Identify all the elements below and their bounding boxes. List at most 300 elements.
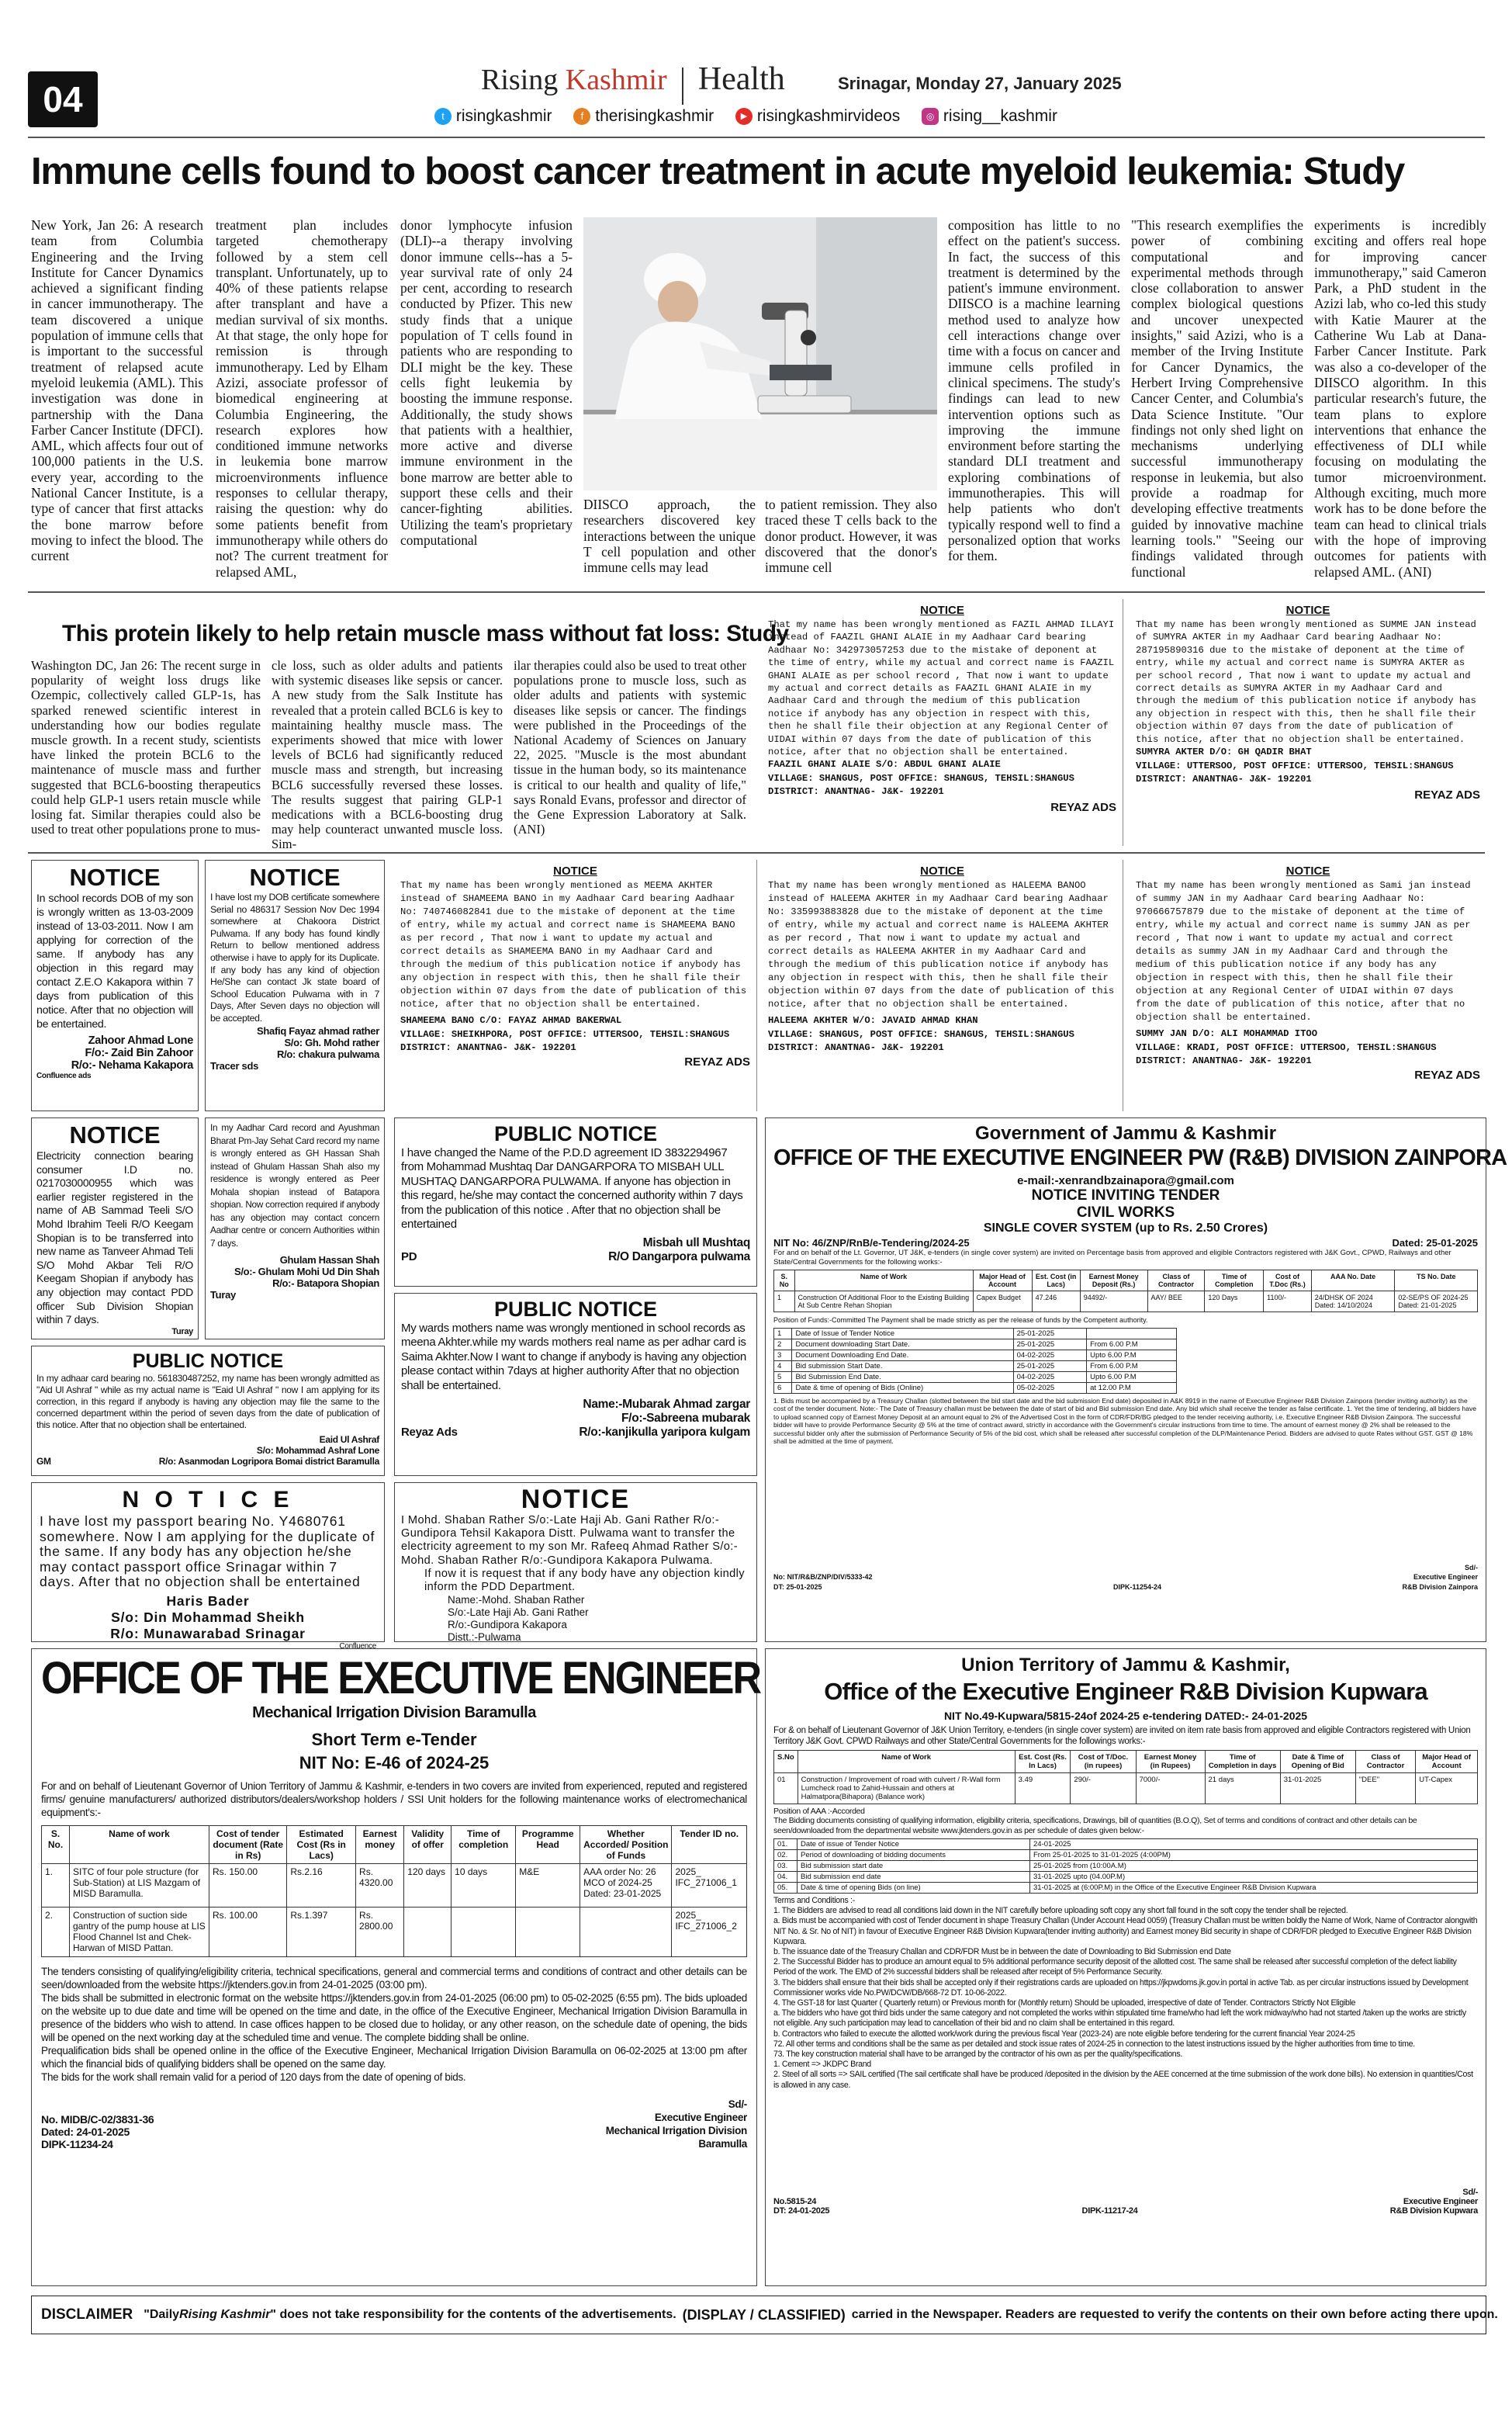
table-header: TS No. Date xyxy=(1395,1270,1478,1291)
table-cell: 25-01-2025 xyxy=(1013,1360,1087,1371)
notice-dob-correction xyxy=(31,860,199,1111)
tender-footer xyxy=(773,1563,1478,1592)
table-cell: Bid submission end date xyxy=(798,1872,1030,1883)
table-cell: 10 days xyxy=(452,1864,516,1908)
table-row xyxy=(774,1883,1478,1894)
table-cell: Rs. 150.00 xyxy=(209,1864,287,1908)
tender-sign: Sd/- Executive Engineer R&B Division Zainpora xyxy=(1402,1563,1478,1591)
table-cell: Rs. 4320.00 xyxy=(356,1864,404,1908)
tender-schedule-table xyxy=(773,1328,1177,1394)
instagram-icon: ◎ xyxy=(922,108,939,125)
notice-title: NOTICE xyxy=(1285,865,1330,878)
table-cell: 31-01-2025 upto (04.00P.M) xyxy=(1030,1872,1478,1883)
tender-footer xyxy=(41,2098,747,2150)
tender-nit: NIT No: E-46 of 2024-25 xyxy=(299,1753,490,1772)
table-cell: Document Downloading End Date. xyxy=(792,1350,1013,1360)
table-cell: 120 Days xyxy=(1205,1291,1264,1312)
tender-footer xyxy=(773,2188,1478,2216)
second-col-2: cle loss, such as older adults and patients with systemic diseases like sepsis or cancer. A new study from the Salk Institute has revealed that a protein called BCL6 is key to maintaining healthy muscle mass. The experiments showed that mice with lower levels of BCL6 had significantly reduced muscle mass and strength, but increasing BCL6 successfully reversed these losses. The results suggest that pairing GLP-1 medications with a BCL6-boosting drug may help counteract unwanted muscle loss. Sim- xyxy=(272,658,503,852)
second-col-3: ilar therapies could also be used to treat other populations prone to muscle loss, such as older adults and patients with systemic diseases like sepsis or cancer. The findings were published in the Proceedings of the National Academy of Sciences on January 22, 2025. "Muscle is the most abundant tissue in the human body, so its maintenance is critical to our health and quality of life," says Ronald Evans, professor and director of the Gene Expression Laboratory at Salk. (ANI) xyxy=(514,658,746,837)
notice-sumyra xyxy=(1130,599,1486,846)
notice-agency: Tracer sds xyxy=(210,1059,259,1072)
table-header: S. No xyxy=(774,1270,795,1291)
notice-sign-2: F/o:- Zaid Bin Zahoor xyxy=(85,1047,193,1059)
tender-kupwara xyxy=(765,1648,1486,2286)
disclaimer-label: DISCLAIMER xyxy=(41,2306,133,2323)
lead-col-5-under-photo: to patient remission. They also traced these T cells back to the donor product. However, it was discovered that the donor's immune cell xyxy=(765,497,937,576)
social-twitter[interactable]: risingkashmir xyxy=(455,107,552,125)
table-cell: 2025_ IFC_271006_1 xyxy=(672,1864,747,1908)
table-cell: 04-02-2025 xyxy=(1013,1371,1087,1382)
table-cell: From 25-01-2025 to 31-01-2025 (4:00PM) xyxy=(1030,1850,1478,1861)
table-cell: Rs.1.397 xyxy=(287,1908,356,1957)
table-cell: 2. xyxy=(42,1908,70,1957)
dateline: Srinagar, Monday 27, January 2025 xyxy=(838,74,1122,93)
table-cell: 120 days xyxy=(404,1864,452,1908)
tender-notice-type: NOTICE INVITING TENDER xyxy=(1031,1187,1220,1204)
notice-fazil xyxy=(762,599,1123,846)
youtube-icon: ▶ xyxy=(735,108,753,125)
page-number: 04 xyxy=(43,79,83,120)
notice-sign-3: R/o: Munawarabad Srinagar xyxy=(110,1625,306,1641)
notice-footer xyxy=(401,1250,750,1264)
tender-dt: DT: 25-01-2025 xyxy=(773,1582,822,1591)
notice-title: PUBLIC NOTICE xyxy=(493,1122,657,1145)
tender-term: a. The bidders who have got third bids under the same category and not completed the works within stipulated time frame/who had left the work midway/who had not started /taken up the works are strictly not eligible. Any such participation may lead to cancellation of their bid and no claim shall be entertained in this regard. xyxy=(773,2008,1466,2029)
notice-sign-3: R/o:- Nehama Kakapora xyxy=(71,1059,193,1072)
notice-body: I Mohd. Shaban Rather S/o:-Late Haji Ab. Gani Rather R/o:-Gundipora Tehsil Kakapora Distt. Pulwama want to transfer the electricity agreement to my son Mr. Rafeeq Ahmad Rather S/o:-Mohd. Shaban Rather R/o:-Gundipora Kakapora Pulwama. xyxy=(401,1514,739,1567)
table-cell: From 6.00 P.M xyxy=(1087,1339,1177,1350)
tender-nit-line xyxy=(773,1237,1478,1249)
notice-sign-1: HALEEMA AKHTER W/O: JAVAID AHMAD KHAN xyxy=(768,1015,978,1026)
notice-footer xyxy=(36,1456,379,1467)
table-header: Name of Work xyxy=(798,1751,1015,1773)
table-row xyxy=(774,1861,1478,1872)
notice-sign-2: VILLAGE: UTTERSOO, POST OFFICE: UTTERSOO, TEHSIL:SHANGUS xyxy=(1136,760,1454,771)
table-cell: Rs. 100.00 xyxy=(209,1908,287,1957)
table-cell: Bid submission start date xyxy=(798,1861,1030,1872)
table-cell: 04. xyxy=(774,1872,798,1883)
notice-sign-3: R/o: chakura pulwama xyxy=(277,1048,379,1060)
table-cell: 04-02-2025 xyxy=(1013,1350,1087,1360)
notice-sign-2: VILLAGE: KRADI, POST OFFICE: UTTERSOO, TEHSIL:SHANGUS xyxy=(1136,1041,1437,1053)
table-row xyxy=(774,1350,1177,1360)
table-cell: AAA order No: 26 MCO of 2024-25 Dated: 23-01-2025 xyxy=(580,1864,672,1908)
table-cell: Construction / Improvement of road with culvert / R-Wall form Lumcheck road to Zahid-Hussain and others at Halmatpora(Bihapora) (Balance work) xyxy=(798,1773,1015,1804)
scientist-microscope-image xyxy=(583,217,937,490)
table-header: Class of Contractor xyxy=(1355,1751,1415,1773)
tender-office: OFFICE OF THE EXECUTIVE ENGINEER xyxy=(41,1653,760,1704)
lead-col-1: New York, Jan 26: A research team from Columbia Engineering and the Irving Institute for Cancer Dynamics achieved a significant finding in cancer immunotherapy. The team discovered a unique population of immune cells that is important to the successful treatment of relapsed acute myeloid leukemia (AML). This investigation was done in partnership with the Dana Farber Cancer Institute (DFCI). AML, which affects four out of 100,000 patients in the U.S. every year, according to the National Cancer Institute, is a type of cancer that first attacks the bone marrow before moving to infect the blood. The current xyxy=(31,217,203,564)
notice-sign-1: SHAMEEMA BANO C/O: FAYAZ AHMAD BAKERWAL xyxy=(400,1015,622,1026)
notice-agency: GM xyxy=(36,1456,51,1467)
notice-body: I have changed the Name of the P.D.D agreement ID 3832294967 from Mohammad Mushtaq Dar DANGARPORA TO MISBAH ULL MUSHTAQ DANGARPORA PULWAMA. If anyone has objection in this regard, he/she may contact the concerned authority within 7 days from the publication of this notice . After that no objection shall be entertained xyxy=(401,1146,743,1232)
table-row xyxy=(774,1360,1177,1371)
notice-sign-1: SUMYRA AKTER D/O: GH QADIR BHAT xyxy=(1136,747,1312,758)
notice-sign-2: VILLAGE: SHANGUS, POST OFFICE: SHANGUS, TEHSIL:SHANGUS xyxy=(768,1028,1074,1040)
row2-rule xyxy=(28,852,1485,854)
notice-sign-1: Zahoor Ahmad Lone xyxy=(88,1034,193,1047)
table-cell: 5 xyxy=(774,1371,792,1382)
table-cell: 3.49 xyxy=(1015,1773,1071,1804)
disclaimer-text-e: carried in the Newspaper. Readers are requested to verify the contents on their own before acting there upon. xyxy=(851,2308,1498,2321)
tender-term: 73. The key construction material shall have to be arranged by the contractor of his own as per the quality/specifications. xyxy=(773,2050,1183,2060)
notice-agency: Reyaz Ads xyxy=(401,1426,458,1440)
table-cell: 1. xyxy=(42,1864,70,1908)
tender-works: CIVIL WORKS xyxy=(1076,1204,1175,1221)
tender-ref: No. MIDB/C-02/3831-36 xyxy=(41,2113,154,2126)
table-row xyxy=(42,1864,747,1908)
table-row xyxy=(774,1371,1177,1382)
notice-shameema xyxy=(394,860,757,1111)
notice-haleema xyxy=(762,860,1123,1111)
tender-term: 72. All other terms and conditions shall be the same as per detailed and stock issue rates of 2024-25 in connection to the latest instructions issued by the higher authorities from time to time. xyxy=(773,2039,1415,2049)
tender-bid-docs: The Bidding documents consisting of qualifying information, eligibility criteria, specifications, Drawings, bill of quantities (B.O.Q), Set of terms and conditions of contract and other details can be seen/downloaded from the departmental website www.jktenders.gov.in as per schedule of dates given below:- xyxy=(773,1816,1417,1835)
table-cell: Bid submission Start Date. xyxy=(792,1360,1013,1371)
notice-title: NOTICE xyxy=(521,1485,631,1514)
notice-sign-3: R/o:-Gundipora Kakapora xyxy=(448,1619,567,1631)
lead-headline: Immune cells found to boost cancer treatment in acute myeloid leukemia: Study xyxy=(31,151,1405,192)
notice-sign-1: Shafiq Fayaz ahmad rather xyxy=(257,1024,379,1037)
table-cell: at 12.00 P.M xyxy=(1087,1382,1177,1393)
tender-dipk: DIPK-11217-24 xyxy=(1081,2206,1138,2216)
second-headline: This protein likely to help retain muscle mass without fat loss: Study xyxy=(62,621,789,646)
tender-dipk: DIPK-11254-24 xyxy=(1112,1582,1162,1591)
tender-ref: No.5815-24 xyxy=(773,2197,817,2206)
notice-sign-1: Name:-Mubarak Ahmad zargar xyxy=(583,1398,750,1412)
tender-aaa: Position of AAA :-Accorded xyxy=(773,1807,865,1816)
notice-shaban-rather xyxy=(394,1482,757,1642)
table-header: Est. Cost (in Lacs) xyxy=(1032,1270,1080,1291)
table-cell: 290/- xyxy=(1071,1773,1136,1804)
notice-agency: PD xyxy=(401,1250,417,1264)
notice-sign-3: DISTRICT: ANANTNAG- J&K- 192201 xyxy=(768,786,944,798)
notice-agency: Confluence xyxy=(339,1641,376,1651)
table-row xyxy=(774,1839,1478,1850)
tender-term: The bids shall be submitted in electronic format on the website https://jktenders.gov.in from 24-01-2025 (06:00 pm) to 05-02-2025 (6:55 pm). The bids uploaded on the website up to due date and time will be opened on the time and date, in the office of the Executive Engineer, Mechanical Irrigation Division Baramulla in presence of the bidders who wish to attend. In case offices happen to be closed due to holiday, or any other reason, on the schedule date of opening, the bids will be opened on the next working day at the scheduled time and venue. The complete bidding shall be online. xyxy=(41,1992,747,2043)
notice-sign-3: DISTRICT: ANANTNAG- J&K- 192201 xyxy=(400,1042,576,1053)
table-row xyxy=(774,1328,1177,1339)
page-number-box xyxy=(28,71,98,127)
notice-sign-2: VILLAGE: SHANGUS, POST OFFICE: SHANGUS, TEHSIL:SHANGUS xyxy=(768,772,1074,784)
notice-body: My wards mothers name was wrongly mentioned in school records as meena Akhter.while my wards mothers real name as per adhar card is Saima Akhter.Now I want to change if anybody is having any objection please contact within 7days at higher authority After that no objection shall be entertained. xyxy=(401,1322,746,1392)
table-cell: 21 days xyxy=(1205,1773,1280,1804)
tender-intro: For and on behalf of Lieutenant Governor of Union Territory of Jammu & Kashmir, e-tenders in two covers are invited from experienced, reputed and registered firms/ genuine manufacturers/ authorized distributors/dealers/workshop holders / SSI Unit holders for the following maintenance works of electromechanical equipment's:- xyxy=(41,1780,747,1818)
tender-office: OFFICE OF THE EXECUTIVE ENGINEER PW (R&B) DIVISION ZAINPORA xyxy=(773,1145,1507,1170)
table-cell: 24/DHSK OF 2024 Dated: 14/10/2024 xyxy=(1311,1291,1395,1312)
notice-body: That my name has been wrongly mentioned as FAZIL AHMAD ILLAYI instead of FAAZIL GHANI ALAIE in my Aadhaar Card bearing Aadhaar No: 342973057253 due to the mistake of deponent at the time of entry, while my actual and correct name is FAAZIL GHANI ALAIE as per school record , That now i want to update my actual and correct details as FAAZIL GHANI ALAIE in my Aadhaar Card and through the medium of this publication notice if anybody has any objection in respect with this, then he shall file their objection at any Regional Center of UIDAI within 07 days from the date of publication of this notice, after that no objection shall be entertained. xyxy=(768,619,1115,758)
tender-terms xyxy=(773,1896,1478,2183)
notice-title: NOTICE xyxy=(920,604,964,617)
tender-sign: Sd/- Executive Engineer Mechanical Irrigation Division Baramulla xyxy=(605,2098,747,2150)
tender-term: Terms and Conditions :- xyxy=(773,1896,855,1905)
tender-type: Short Term e-Tender xyxy=(311,1730,477,1749)
notice-sign-2: S/o:-Late Haji Ab. Gani Rather xyxy=(448,1606,589,1619)
table-header: Cost of tender document (Rate in Rs) xyxy=(209,1826,287,1864)
public-notice-eaid xyxy=(31,1346,385,1476)
notice-sign-1: Misbah ull Mushtaq xyxy=(642,1236,750,1250)
table-header: Date & Time of Opening of Bid xyxy=(1280,1751,1355,1773)
table-header: Name of Work xyxy=(794,1270,973,1291)
notice-body: In school records DOB of my son is wrongly written as 13-03-2009 instead of 13-03-2011. Now I am applying for correction of the same. If anybody has any objection in this regard may contact Z.E.O Kakapora within 7 days from publication of this notice. After that no objection will be entertained. xyxy=(36,892,193,1031)
notice-sign-2: S/o: Gh. Mohd rather xyxy=(284,1036,379,1048)
tender-office: Office of the Executive Engineer R&B Division Kupwara xyxy=(824,1678,1427,1705)
notice-agency: REYAZ ADS xyxy=(1414,788,1480,802)
tender-works-table xyxy=(773,1270,1478,1312)
table-cell: Document downloading Start Date. xyxy=(792,1339,1013,1350)
table-cell xyxy=(452,1908,516,1957)
notice-sign-3: DISTRICT: ANANTNAG- J&K- 192201 xyxy=(768,1042,944,1053)
disclaimer-text-a: "Daily xyxy=(144,2308,180,2321)
table-cell: 6 xyxy=(774,1382,792,1393)
tender-term: 2. Steel of all sorts => SAIL certified (The sail certificate shall have be produced /deposited in the division by the AEE concerned at the time submission of the work done bills). No extension in quantities/Cost is allowed in any case. xyxy=(773,2070,1473,2090)
public-notice-mubarak xyxy=(394,1293,757,1476)
table-cell: 03. xyxy=(774,1861,798,1872)
tender-schedule-head: Position of Funds:-Committed The Payment shall be made strictly as per the release of funds by the Competent authority. xyxy=(773,1316,1148,1324)
lead-col-4-under-photo: DIISCO approach, the researchers discovered key interactions between the unique T cell population and other immune cells may lead xyxy=(583,497,756,576)
tender-ref: No: NIT/R&B/ZNP/DIV/5333-42 xyxy=(773,1573,873,1581)
tender-nit: NIT No.49-Kupwara/5815-24of 2024-25 e-tendering DATED:- 24-01-2025 xyxy=(943,1710,1308,1722)
table-header-row xyxy=(42,1826,747,1864)
table-header: Programme Head xyxy=(516,1826,580,1864)
notice-lost-dob-certificate xyxy=(205,860,385,1111)
table-cell: Date & time of opening Bids (on line) xyxy=(798,1883,1030,1894)
table-row xyxy=(42,1908,747,1957)
tender-term: b. Contractors who failed to execute the allotted work/work during the previous fiscal Year (2023-24) are note eligible before tendering for the current financial Year 2024-25 xyxy=(773,2029,1355,2039)
table-header: Whether Accorded/ Position of Funds xyxy=(580,1826,672,1864)
table-cell xyxy=(580,1908,672,1957)
tender-dipk: DIPK-11234-24 xyxy=(41,2138,113,2150)
tender-term: a. Bids must be accompanied with cost of Tender document in shape Treasury Challan (Under Account Head 0059) (Treasury Challan must be written boldly the Name of Work, Name of Contractor alongwith NIT No. & Sr. No of NIT) in favour of Executive Engineer R&B Division Kupwara(tender inviting authority) and Earnest money Bid security in shape of CDR/FDR pledged to Executive Engineer R&B Division Kupwara. xyxy=(773,1916,1478,1946)
masthead-divider xyxy=(682,68,683,105)
notice-sign-1: Name:-Mohd. Shaban Rather xyxy=(448,1594,585,1606)
notice-sign-2: R/O Dangarpora pulwama xyxy=(608,1250,750,1264)
facebook-icon: f xyxy=(573,108,590,125)
table-header: Estimated Cost (Rs in Lacs) xyxy=(287,1826,356,1864)
table-cell: 7000/- xyxy=(1136,1773,1205,1804)
table-cell: From 6.00 P.M xyxy=(1087,1360,1177,1371)
tender-division: Mechanical Irrigation Division Baramulla xyxy=(252,1704,536,1721)
table-header: Cost of T/Doc. (in rupees) xyxy=(1071,1751,1136,1773)
notice-sign-1: Ghulam Hassan Shah xyxy=(279,1254,379,1266)
table-header: Earnest Money Deposit (Rs.) xyxy=(1080,1270,1147,1291)
public-notice-misbah xyxy=(394,1117,757,1287)
notice-sign-3: DISTRICT: ANANTNAG- J&K- 192201 xyxy=(1136,774,1312,785)
lead-col-8: experiments is incredibly exciting and offers real hope for improving cancer immunotherapy," said Cameron Park, a PhD student in the Azizi lab, who co-led this study with Katie Maurer at the Catherine Wu Lab at Dana-Farber Cancer Institute. Park was also a co-developer of the DIISCO algorithm. In this particular research's future, the team plans to explore interventions that enhance the effectiveness of DLI while focusing on modulating the tumor microenvironment. Although exciting, much more work has to be done before the team can head to clinical trials with the hope of improving outcomes for patients with relapsed AML. (ANI) xyxy=(1314,217,1486,580)
lab-photo xyxy=(583,217,937,490)
social-bar xyxy=(434,107,1117,130)
table-cell: Date of Issue of Tender Notice xyxy=(792,1328,1013,1339)
social-facebook[interactable]: therisingkashmir xyxy=(595,107,714,125)
notice-sign-1: FAAZIL GHANI ALAIE S/O: ABDUL GHANI ALAIE xyxy=(768,759,1001,771)
notice-body: That my name has been wrongly mentioned as SUMME JAN instead of SUMYRA AKTER in my Aadhaar Card bearing Aadhaar No: 287195890316 due to the mistake of deponent at the time of entry, while my actual and correct name is SUMYRA AKTER as per school record , That now i want to update my actual and correct details as SUMYRA AKTER in my Aadhaar Card and through the medium of this publication notice if anybody has any objection in respect with this, then he shall file their objection within 07 days from the date of publication of this notice, after that no objection shall be entertained. xyxy=(1136,619,1476,745)
table-cell: Date of issue of Tender Notice xyxy=(798,1839,1030,1850)
notice-agency: REYAZ ADS xyxy=(684,1055,750,1069)
lead-bottom-rule xyxy=(28,591,1485,593)
table-header: Tender ID no. xyxy=(672,1826,747,1864)
tender-intro: For & on behalf of Lieutenant Governor of J&K Union Territory, e-tenders (in single cover system) are invited on item rate basis from approved and eligible Contractors registered with Union Territory J&K Govt. CPWD Railways and other State/Central Governments for the followings works:- xyxy=(773,1726,1471,1746)
tender-term: 1. Cement => JKDPC Brand xyxy=(773,2060,871,2070)
table-cell: Upto 6.00 P.M xyxy=(1087,1371,1177,1382)
table-cell: Capex Budget xyxy=(973,1291,1032,1312)
brand-rising: Rising xyxy=(481,64,566,96)
table-header: Major Head of Account xyxy=(973,1270,1032,1291)
tender-nit: NIT No: 46/ZNP/RnB/e-Tendering/2024-25 xyxy=(773,1237,970,1249)
notice-sign-4: Distt.:-Pulwama xyxy=(448,1631,521,1644)
notice-sign-3: R/o: Asanmodan Logripora Bomai district Baramulla xyxy=(158,1456,379,1467)
notice-body: In my Aadhar Card record and Ayushman Bharat Pm-Jay Sehat Card record my name is wrongly entered as GH Hassan Shah instead of Ghulam Hassan Shah also my residence is wrongly entered as Peer Mohala shopian instead of Batapora shopian. Now correction required if anybody has any objection may contact concern Aadhar centre or concern Authorities within 7 days. xyxy=(210,1122,379,1249)
notice-body: That my name has been wrongly mentioned as HALEEMA BANOO instead of HALEEMA AKHTER in my Aadhaar Card bearing Aadhaar No: 335993883828 due to the mistake of deponent at the time of entry, while my actual and correct name is HALEEMA AKHTER as per record , That now i want to update my actual and correct details as HALEEMA AKHTER in my Aadhaar Card and through the medium of this publication notice if anybody has any objection in respect with this, then he shall file their objection within 07 days from the date of publication of this notice, after that no objection shall be entertained. xyxy=(768,880,1115,1010)
table-cell: AAY/ BEE xyxy=(1147,1291,1205,1312)
tender-terms: 1. Bids must be accompanied by a Treasury Challan (slotted between the bid start date and the bid submission End date) deposited in A&K 8919 in the name of Executive Engineer R&B Division Zainpora (tender inviting authority) as the cost of the tender document. Note:- The Date of Treasury challan must be between the date of start of bid and Bid submission End date. Any bid which shall receive the tender as false certificate. 1. Yet the time of tendering, all bidders have to upload scanned copy of Earnest Money Deposit at an amount equal to 2% of the Advertised Cost in the form of CDR/FDR/BG pledged to the tender receiving authority, i.e. Executive Engineer R&B Division Zainpora. The successful bidder will have to provide Performance Security @ 5% at the time of contract award, strictly in accordance with the Government's circular instructions from time to time. The amount of earnest money @ 2% shall be released to the successful bidder only after the submission of Performance Security of 5% of the bid cost, which shall be released after successful completion of the DLP/Maintenance Period. Bidders are advised to quote Rates without GST. GST @ 18% shall be admitted at the time of payment. xyxy=(773,1396,1477,1446)
table-row xyxy=(774,1291,1478,1312)
table-cell xyxy=(404,1908,452,1957)
table-header: S.No xyxy=(774,1751,798,1773)
notice-title: NOTICE xyxy=(553,865,597,878)
notice-title: PUBLIC NOTICE xyxy=(132,1350,284,1372)
notice-sign-2: S/o: Mohammad Ashraf Lone xyxy=(256,1445,379,1456)
table-cell: Construction of suction side gantry of the pump house at LIS Flood Channel Ist and Chek-Harwan of MISD Pattan. xyxy=(70,1908,209,1957)
notice-body: I have lost my passport bearing No. Y4680761 somewhere. Now I am applying for the duplicate of the same. If any body has any objection he/she may contact passport office Srinagar within 7 days. After that no objection shall be entertained xyxy=(40,1513,375,1589)
table-cell: 1100/- xyxy=(1264,1291,1312,1312)
table-header: Name of work xyxy=(70,1826,209,1864)
table-cell: SITC of four pole structure (for Sub-Station) at LIS Mazgam of MISD Baramulla. xyxy=(70,1864,209,1908)
table-cell: Rs.2.16 xyxy=(287,1864,356,1908)
tender-dt: DT: 24-01-2025 xyxy=(773,2206,830,2216)
table-row xyxy=(774,1773,1478,1804)
table-header: Time of Completion xyxy=(1205,1270,1264,1291)
table-cell: 24-01-2025 xyxy=(1030,1839,1478,1850)
notice-title: NOTICE xyxy=(69,1121,161,1149)
table-cell: 1 xyxy=(774,1291,795,1312)
table-cell: Rs. 2800.00 xyxy=(356,1908,404,1957)
table-cell: 05-02-2025 xyxy=(1013,1382,1087,1393)
table-header: Earnest Money (in Rupees) xyxy=(1136,1751,1205,1773)
notice-body: In my adhaar card bearing no. 561830487252, my name has been wrongly admitted as "Aid Ul Ashraf " while as my actual name is "Eaid Ul Ashraf " now I am applying for its correction, in this regard if anybody is having any objection may file the same to the concerned department within the period of seven days from the date of publication of this notice. After that no objection shall be entertained. xyxy=(36,1373,379,1430)
table-cell: 05. xyxy=(774,1883,798,1894)
notice-sign-1: SUMMY JAN D/O: ALI MOHAMMAD ITOO xyxy=(1136,1028,1318,1039)
notice-sign-1: Haris Bader xyxy=(166,1592,250,1609)
tender-intro: For and on behalf of the Lt. Governor, UT J&K, e-tenders (in single cover system) are invited on Percentage basis from approved and eligible Contractors registered with J&K Govt., CPWD, Railways and other State/Central Governments for the following works:- xyxy=(773,1249,1451,1266)
tender-gov: Government of Jammu & Kashmir xyxy=(974,1123,1277,1144)
notice-agency: REYAZ ADS xyxy=(1050,800,1116,814)
table-cell: 1 xyxy=(774,1328,792,1339)
table-row xyxy=(774,1382,1177,1393)
notice-sign-3: R/o:-kanjikulla yaripora kulgam xyxy=(579,1426,750,1440)
tender-email: e-mail:-xenrandbzainapora@gmail.com xyxy=(1017,1174,1234,1187)
notice-electricity-transfer xyxy=(31,1117,199,1339)
table-cell: 25-01-2025 xyxy=(1013,1328,1087,1339)
header-rule xyxy=(28,137,1485,138)
table-cell: Bid Submission End Date. xyxy=(792,1371,1013,1382)
notice-sign-2: S/o: Din Mohammad Sheikh xyxy=(111,1609,305,1625)
notice-body: That my name has been wrongly mentioned as MEEMA AKHTER instead of SHAMEEMA BANO in my Aadhaar Card bearing Aadhaar No: 740746082841 due to the mistake of deponent at the time of entry, while my actual and correct name is SHAMEEMA BANO as per record , That now i want to update my actual and correct details as SHAMEEMA BANO in my Aadhaar Card and through the medium of this publication notice if anybody has any objection in respect with this, then he shall file their objection within 07 days from the date of publication of this notice, after that no objection shall be entertained. xyxy=(400,880,747,1010)
table-header: Time of completion xyxy=(452,1826,516,1864)
table-cell: M&E xyxy=(516,1864,580,1908)
table-cell: 47.246 xyxy=(1032,1291,1080,1312)
table-cell: Date & time of opening of Bids (Online) xyxy=(792,1382,1013,1393)
table-cell: 25-01-2025 xyxy=(1013,1339,1087,1350)
table-cell: Construction Of Additional Floor to the Existing Building At Sub Centre Rehan Shopian xyxy=(794,1291,973,1312)
table-row xyxy=(774,1850,1478,1861)
social-instagram[interactable]: rising__kashmir xyxy=(943,107,1057,125)
notice-title: NOTICE xyxy=(920,865,964,878)
tender-term: 4. The GST-18 for last Quarter ( Quarterly return) or Previous month for (Monthly return) Should be uploaded, irrespective of date of Tender. Contractors Strictly Not Eligible xyxy=(773,1998,1356,2008)
table-header: Validity of offer xyxy=(404,1826,452,1864)
tender-term: Prequalification bids shall be opened online in the office of the Executive Engineer, Mechanical Irrigation Division Baramulla on 06-02-2025 at 13:00 pm after which the financial bids of qualifying bidders shall be opened on the same day. xyxy=(41,2045,747,2070)
notice-body: Electricity connection bearing consumer I.D no. 0217030000955 which was earlier register registered in the name of AB Sammad Teeli S/O Mohd Ibrahim Teeli R/O Keegam Shopian is to be transferred into new name as Tanveer Ahmad Teli S/O Mohd Akbar Teli R/O Keegam Shopian if anybody has any objection may contact PDD officer Sub Division Shopian within 7 days. xyxy=(36,1149,193,1326)
table-cell: 31-01-2025 xyxy=(1280,1773,1355,1804)
table-header: Major Head of Account xyxy=(1416,1751,1478,1773)
table-row xyxy=(774,1339,1177,1350)
table-header-row xyxy=(774,1751,1478,1773)
disclaimer-text-c: " does not take responsibility for the contents of the advertisements. xyxy=(270,2308,676,2321)
lead-col-7: "This research exemplifies the power of combining computational and experimental methods through close collaboration to answer complex biological questions and uncover unexpected insights," said Azizi, who is a member of the Irving Institute for Cancer Dynamics, the Herbert Irving Comprehensive Cancer Center, and Columbia's Data Science Institute. "Our findings not only shed light on mechanisms underlying successful immunotherapy response in leukemia, but also provide a roadmap for developing effective treatments guided by innovative machine learning tools." "Seeing our findings validated through functional xyxy=(1131,217,1303,580)
tender-works-table xyxy=(773,1750,1478,1804)
twitter-icon: t xyxy=(434,108,452,125)
notice-summy xyxy=(1130,860,1486,1111)
notice-footer xyxy=(401,1426,750,1440)
tender-term: The tenders consisting of qualifying/eligibility criteria, technical specifications, general and commercial terms and conditions of contract and other details can be seen/downloaded from the website https://jktenders.gov.in from 24-01-2025 (03:00 pm). xyxy=(41,1966,747,1991)
notice-agency: Turay xyxy=(210,1289,236,1301)
notice-sign-2: S/o:- Ghulam Mohi Ud Din Shah xyxy=(234,1266,379,1277)
notice-sign-1: Eaid Ul Ashraf xyxy=(319,1434,379,1445)
table-cell: UT-Capex xyxy=(1416,1773,1478,1804)
notice-sign-2: F/o:-Sabreena mubarak xyxy=(621,1412,750,1426)
notice-agency: REYAZ ADS xyxy=(1414,1068,1480,1082)
tender-dated: Dated: 24-01-2025 xyxy=(41,2126,130,2138)
social-youtube[interactable]: risingkashmirvideos xyxy=(756,107,901,125)
tender-term: 2. The Successful Bidder has to produce an amount equal to 5% additional performance security deposit of the allotted cost. The same shall be released after successful completion of the defect liability Period of the work. The EMD of 2% successful bidders shall be released after receipt of 5% Performance Security. xyxy=(773,1957,1457,1977)
table-cell: 2 xyxy=(774,1339,792,1350)
table-cell xyxy=(516,1908,580,1957)
notice-aadhar-hassan xyxy=(205,1117,385,1339)
notice-title: N O T I C E xyxy=(122,1487,294,1512)
table-cell: 94492/- xyxy=(1080,1291,1147,1312)
table-header: Cost of T.Doc (Rs.) xyxy=(1264,1270,1312,1291)
brand-kashmir: Kashmir xyxy=(565,64,667,96)
disclaimer-brand: Rising Kashmir xyxy=(179,2308,271,2321)
table-cell: Upto 6.00 P.M xyxy=(1087,1350,1177,1360)
lead-col-3: donor lymphocyte infusion (DLI)--a therapy involving donor immune cells--has a 5-year survival rate of only 24 per cent, according to research conducted by Pfizer. This new study finds that a unique population of T cells found in patients who are responding to DLI might be the key. These cells fight leukemia by boosting the immune response. Additionally, the study shows that patients with a healthier, more active and diverse immune environment in the bone marrow are better able to support these cells and their cancer-fighting abilities. Utilizing the team's proprietary computational xyxy=(400,217,573,548)
tender-term: 1. The Bidders are advised to read all conditions laid down in the NIT carefully before uploading soft copy any short fall found in the soft copy the tender shall be rejected. xyxy=(773,1906,1348,1916)
table-row xyxy=(774,1872,1478,1883)
notice-title: NOTICE xyxy=(69,864,161,891)
table-header: Est. Cost (Rs. In Lacs) xyxy=(1015,1751,1071,1773)
table-cell: 3 xyxy=(774,1350,792,1360)
tender-works-table xyxy=(41,1825,747,1957)
notice-sign-3: DISTRICT: ANANTNAG- J&K- 192201 xyxy=(1136,1055,1312,1066)
table-cell: "DEE" xyxy=(1355,1773,1415,1804)
table-cell: Period of downloading of bidding documents xyxy=(798,1850,1030,1861)
notice-agency: Confluence ads xyxy=(36,1072,92,1080)
table-cell: 01. xyxy=(774,1839,798,1850)
notice-body-2: If now it is request that if any body have any objection kindly inform the PDD Department. xyxy=(424,1567,745,1594)
table-header: AAA No. Date xyxy=(1311,1270,1395,1291)
notice-title: NOTICE xyxy=(1285,604,1330,617)
tender-term: b. The issuance date of the Treasury Challan and CDR/FDR Must be in between the date of Downloading to Bid Submission end Date xyxy=(773,1947,1231,1957)
table-cell: 02. xyxy=(774,1850,798,1861)
table-cell xyxy=(1087,1328,1177,1339)
tender-sign: Sd/- Executive Engineer R&B Division Kupwara xyxy=(1389,2188,1478,2216)
lead-col-6: composition has little to no effect on the patient's success. In fact, the success of this treatment is determined by the patient's immune environment. DIISCO is a machine learning method used to analyze how cell interactions change over time with a focus on cancer and immune cells profiled in clinical specimens. The study's findings can lead to new intervention options such as improving the immune environment before starting the standard DLI treatment and exploring combinations of immunotherapies. This will help patients who don't typically respond well to find a personalized option that works for them. xyxy=(948,217,1120,564)
tender-dated: Dated: 25-01-2025 xyxy=(1392,1237,1478,1249)
table-header-row xyxy=(774,1270,1478,1291)
disclaimer-text-d: (DISPLAY / CLASSIFIED) xyxy=(682,2306,846,2323)
tender-term: 3. The bidders shall ensure that their bids shall be accepted only if their registrations cards are uploaded on https://jkpwdoms.jk.gov.in portal in active Tab. as per circular instructions issued by Development Commissioner works vide No.PW/DCW/DB/668-72 DT. 10-06-2022. xyxy=(773,1977,1469,1998)
table-cell: 2025_ IFC_271006_2 xyxy=(672,1908,747,1957)
tender-baramulla xyxy=(31,1648,760,2286)
